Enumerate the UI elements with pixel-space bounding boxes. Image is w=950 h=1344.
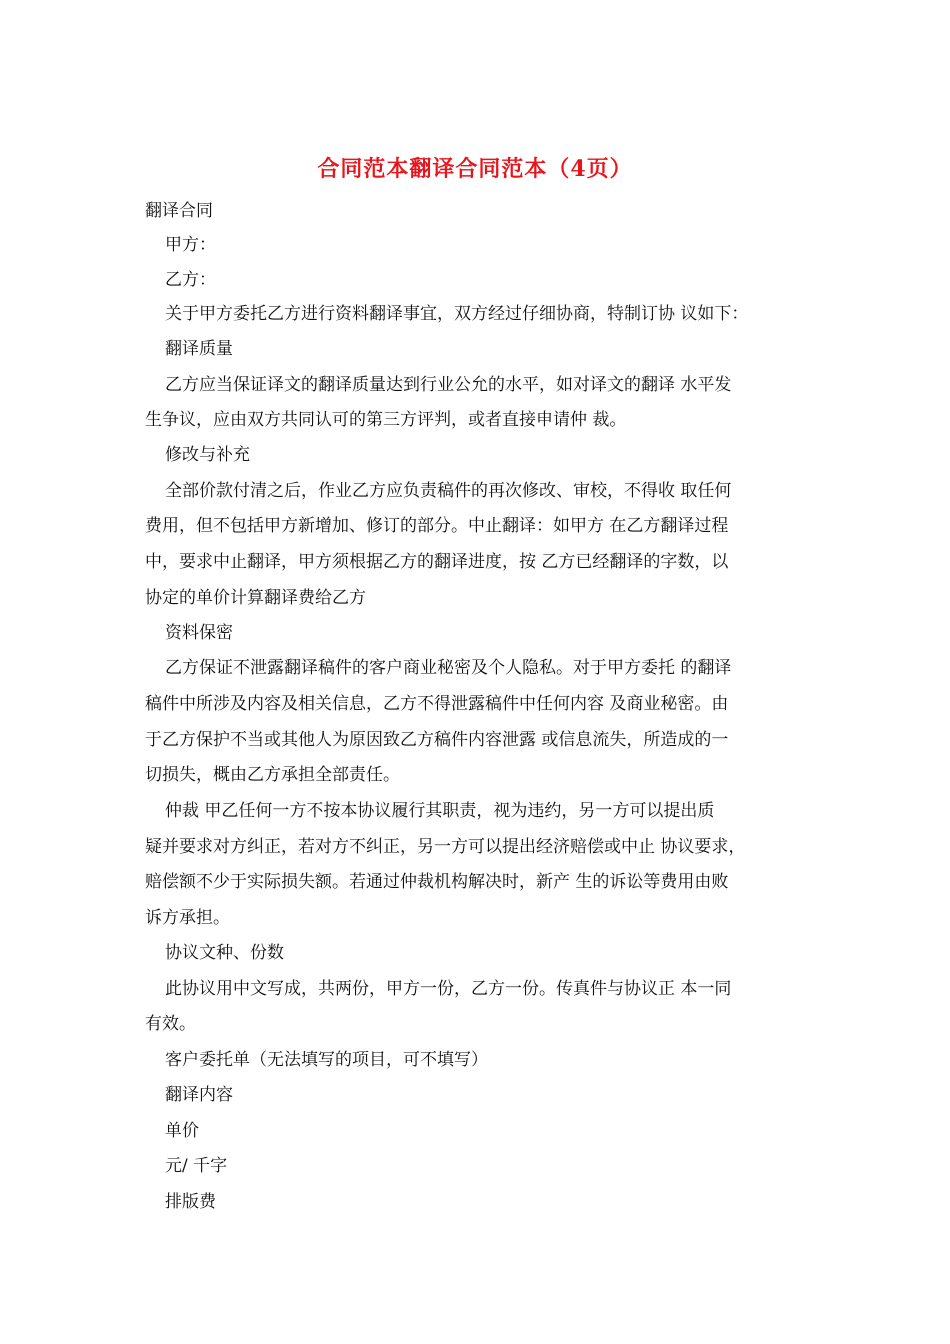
section-heading-order-form: 客户委托单（无法填写的项目，可不填写）	[165, 1050, 488, 1070]
text-line-party-b: 乙方：	[165, 270, 216, 290]
text-line-party-a: 甲方：	[165, 235, 216, 255]
text-line: 生争议，应由双方共同认可的第三方评判，或者直接申请仲 裁。	[145, 410, 627, 430]
text-line: 疑并要求对方纠正，若对方不纠正，另一方可以提出经济赔偿或中止 协议要求，	[145, 837, 746, 857]
form-label-per-thousand: 元/ 千字	[165, 1156, 228, 1176]
section-heading-quality: 翻译质量	[165, 339, 233, 359]
section-heading-revision: 修改与补充	[165, 445, 250, 465]
text-line: 此协议用中文写成，共两份，甲方一份，乙方一份。传真件与协议正 本一同	[165, 979, 732, 999]
text-line-heading: 翻译合同	[145, 201, 213, 221]
form-label-content: 翻译内容	[165, 1085, 233, 1105]
text-line: 诉方承担。	[145, 908, 230, 928]
text-line: 切损失，概由乙方承担全部责任。	[145, 765, 400, 785]
text-line: 乙方应当保证译文的翻译质量达到行业公允的水平，如对译文的翻译 水平发	[165, 375, 732, 395]
document-title: 合同范本翻译合同范本（4页）	[317, 156, 633, 182]
text-line: 稿件中所涉及内容及相关信息，乙方不得泄露稿件中任何内容 及商业秘密。由	[145, 694, 729, 714]
text-line: 全部价款付清之后，作业乙方应负责稿件的再次修改、审校，不得收 取任何	[165, 481, 732, 501]
section-heading-copies: 协议文种、份数	[165, 943, 284, 963]
text-line: 费用，但不包括甲方新增加、修订的部分。中止翻译：如甲方 在乙方翻译过程	[145, 516, 729, 536]
text-line: 中，要求中止翻译，甲方须根据乙方的翻译进度，按 乙方已经翻译的字数，以	[145, 552, 729, 572]
text-line: 有效。	[145, 1014, 196, 1034]
text-line: 协定的单价计算翻译费给乙方	[145, 588, 366, 608]
text-line: 赔偿额不少于实际损失额。若通过仲裁机构解决时，新产 生的诉讼等费用由败	[145, 872, 729, 892]
text-line: 乙方保证不泄露翻译稿件的客户商业秘密及个人隐私。对于甲方委托 的翻译	[165, 658, 732, 678]
section-heading-confidentiality: 资料保密	[165, 623, 233, 643]
form-label-typesetting-fee: 排版费	[165, 1192, 216, 1212]
text-line: 于乙方保护不当或其他人为原因致乙方稿件内容泄露 或信息流失，所造成的一	[145, 730, 729, 750]
text-line-arbitration: 仲裁 甲乙任何一方不按本协议履行其职责，视为违约，另一方可以提出质	[165, 801, 715, 821]
form-label-unit-price: 单价	[165, 1121, 199, 1141]
text-line: 关于甲方委托乙方进行资料翻译事宜，双方经过仔细协商，特制订协 议如下：	[165, 304, 749, 324]
